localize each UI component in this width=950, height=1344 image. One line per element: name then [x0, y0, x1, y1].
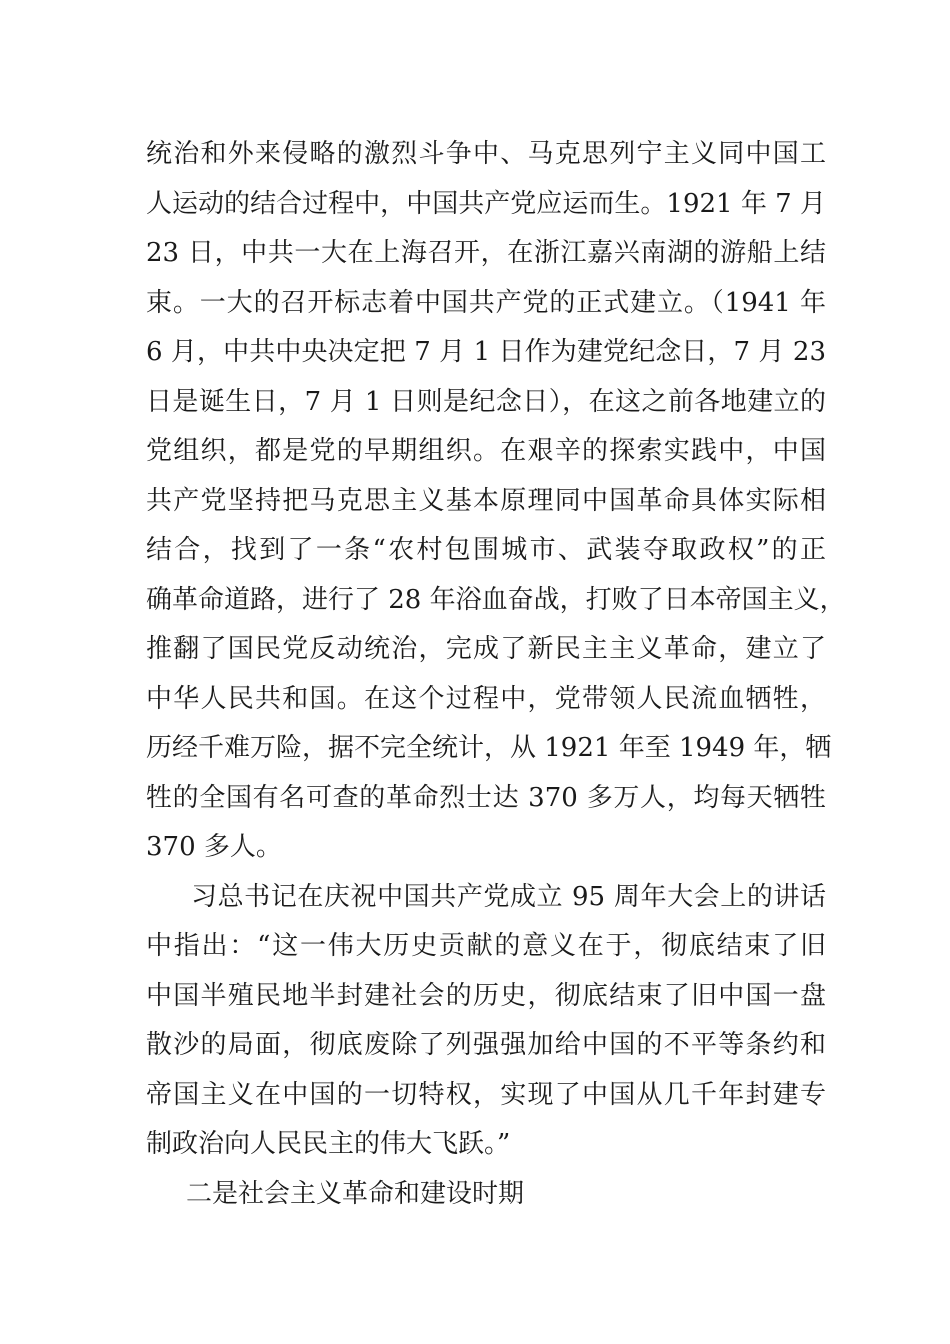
paragraph-first-line: 习总书记在庆祝中国共产党成立 95 周年大会上的讲话	[191, 881, 826, 912]
text-line: 束。一大的召开标志着中国共产党的正式建立。（1941 年	[146, 287, 826, 318]
text-line: 制政治向人民民主的伟大飞跃。”	[146, 1129, 511, 1159]
text-line: 牲的全国有名可查的革命烈士达 370 多万人，均每天牺牲	[146, 782, 826, 813]
text-line: 统治和外来侵略的激烈斗争中、马克思列宁主义同中国工	[146, 139, 826, 169]
text-line: 370 多人。	[146, 832, 282, 862]
text-line: 确革命道路，进行了 28 年浴血奋战，打败了日本帝国主义，	[146, 584, 846, 615]
text-line: 推翻了国民党反动统治，完成了新民主主义革命，建立了	[146, 634, 826, 664]
text-line: 中华人民共和国。在这个过程中，党带领人民流血牺牲，	[146, 683, 826, 714]
body-text	[146, 130, 846, 1219]
text-line: 中指出：“这一伟大历史贡献的意义在于，彻底结束了旧	[146, 931, 826, 961]
text-line: 散沙的局面，彻底废除了列强强加给中国的不平等条约和	[146, 1030, 826, 1060]
text-line: 结合，找到了一条“农村包围城市、武装夺取政权”的正	[146, 535, 826, 565]
text-line: 党组织，都是党的早期组织。在艰辛的探索实践中，中国	[146, 436, 826, 466]
text-line: 日是诞生日，7 月 1 日则是纪念日），在这之前各地建立的	[146, 386, 826, 417]
text-line: 帝国主义在中国的一切特权，实现了中国从几千年封建专	[146, 1079, 826, 1110]
text-line: 6 月，中共中央决定把 7 月 1 日作为建党纪念日，7 月 23	[146, 337, 826, 367]
section-heading: 二是社会主义革命和建设时期	[186, 1178, 525, 1209]
text-line: 人运动的结合过程中，中国共产党应运而生。1921 年 7 月	[146, 188, 826, 219]
text-line: 共产党坚持把马克思主义基本原理同中国革命具体实际相	[146, 485, 826, 516]
text-line: 历经千难万险，据不完全统计，从 1921 年至 1949 年，牺	[146, 733, 832, 763]
text-line: 中国半殖民地半封建社会的历史，彻底结束了旧中国一盘	[146, 980, 826, 1011]
text-line: 23 日，中共一大在上海召开，在浙江嘉兴南湖的游船上结	[146, 238, 826, 268]
